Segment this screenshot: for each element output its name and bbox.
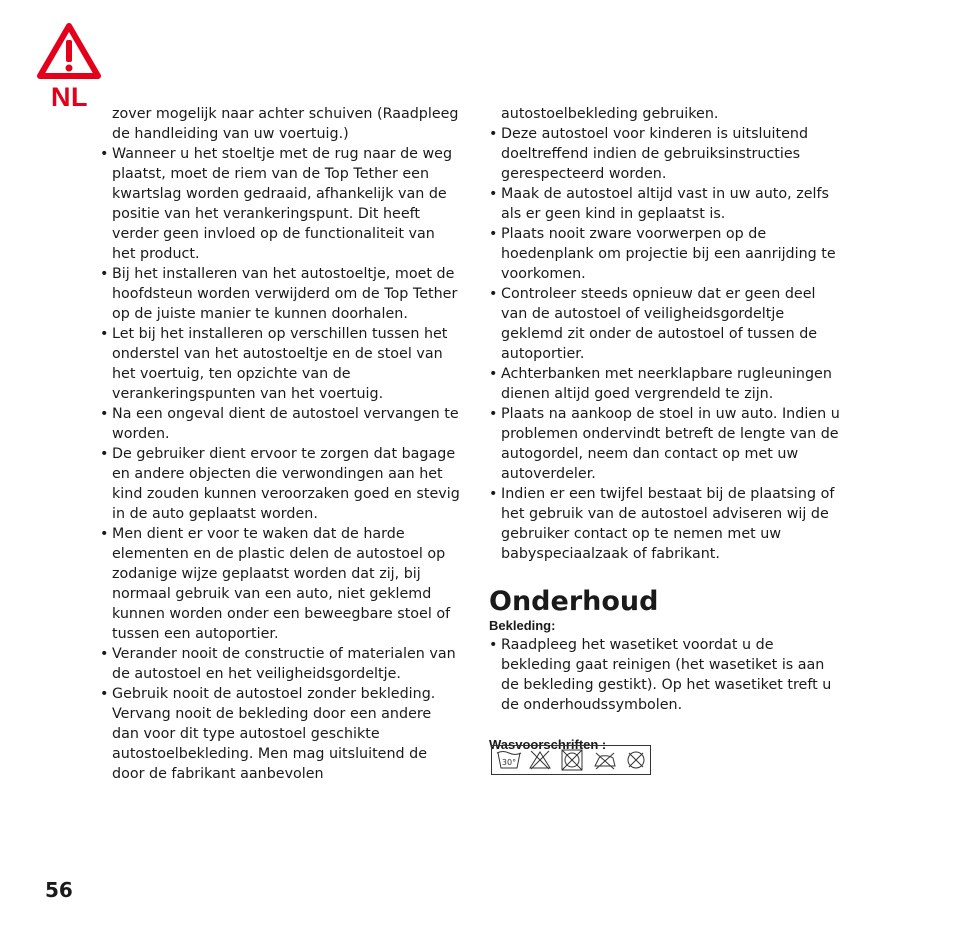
- list-item: • Plaats na aankoop de stoel in uw auto. Indien u problemen ondervindt betreft de lengte van de autogordel, neem dan contact op met uw autoverdeler.: [489, 404, 844, 484]
- no-tumble-dry-icon: [560, 749, 584, 771]
- list-item: • Achterbanken met neerklapbare rugleuningen dienen altijd goed vergrendeld te zijn.: [489, 364, 844, 404]
- list-item: • Wanneer u het stoeltje met de rug naar de weg plaatst, moet de riem van de Top Tether een kwartslag worden gedraaid, afhankelijk van de positie van het verankeringspunt. Dit heeft verder geen invloed op de functionaliteit van het product.: [100, 144, 460, 264]
- left-bullet-list: [100, 144, 460, 784]
- list-item: • Controleer steeds opnieuw dat er geen deel van de autostoel of veiligheidsgordeltje geklemd zit onder de autostoel of tussen de autoportier.: [489, 284, 844, 364]
- right-bullet-list: [489, 124, 844, 564]
- warning-triangle-icon: [36, 22, 102, 82]
- list-item: • Plaats nooit zware voorwerpen op de hoedenplank om projectie bij een aanrijding te voorkomen.: [489, 224, 844, 284]
- right-continuation: autostoelbekleding gebruiken.: [501, 106, 719, 122]
- care-symbols: [491, 745, 651, 775]
- left-column: [100, 104, 460, 784]
- list-item: • Maak de autostoel altijd vast in uw auto, zelfs als er geen kind in geplaatst is.: [489, 184, 844, 224]
- list-item: • Let bij het installeren op verschillen tussen het onderstel van het autostoeltje en de stoel van het voertuig, ten opzichte van de verankeringspunten van het voertuig.: [100, 324, 460, 404]
- section-heading: Onderhoud: [489, 586, 659, 617]
- no-dry-clean-icon: [624, 749, 648, 771]
- list-item: • De gebruiker dient ervoor te zorgen dat bagage en andere objecten die verwondingen aan het kind zouden kunnen veroorzaken goed en stevig in de auto geplaatst worden.: [100, 444, 460, 524]
- subheading-wasvoorschriften: Wasvoorschriften :: [489, 737, 607, 752]
- list-item: • Verander nooit de constructie of materialen van de autostoel en het veiligheidsgordeltje.: [100, 644, 460, 684]
- list-item: • Men dient er voor te waken dat de harde elementen en de plastic delen de autostoel op zodanige wijze geplaatst worden dat zij, bij normaal gebruik van een auto, niet geklemd kunnen worden onder een beweegbare stoel of tussen een autoportier.: [100, 524, 460, 644]
- list-item: • Gebruik nooit de autostoel zonder bekleding. Vervang nooit de bekleding door een andere dan voor dit type autostoel geschikte autostoelbekleding. Men mag uitsluitend de door de fabrikant aanbevolen: [100, 684, 460, 784]
- list-item: • Bij het installeren van het autostoeltje, moet de hoofdsteun worden verwijderd om de Top Tether op de juiste manier te kunnen doorhalen.: [100, 264, 460, 324]
- language-code: NL: [51, 82, 88, 112]
- list-item: • Deze autostoel voor kinderen is uitsluitend doeltreffend indien de gebruiksinstructies gerespecteerd worden.: [489, 124, 844, 184]
- wash-30-icon: [496, 749, 522, 771]
- page-number: 56: [45, 878, 73, 902]
- right-column: [489, 104, 844, 754]
- wash-temp-label: 30°: [501, 758, 517, 767]
- left-continuation: zover mogelijk naar achter schuiven (Raadpleeg de handleiding van uw voertuig.): [112, 106, 459, 142]
- no-bleach-icon: [528, 749, 552, 771]
- list-item: • Raadpleeg het wasetiket voordat u de bekleding gaat reinigen (het wasetiket is aan de bekleding gestikt). Op het wasetiket treft u de onderhoudssymbolen.: [489, 635, 844, 715]
- no-iron-icon: [592, 749, 618, 771]
- care-bullet-list: [489, 635, 844, 715]
- list-item: • Indien er een twijfel bestaat bij de plaatsing of het gebruik van de autostoel adviseren wij de gebruiker contact op te nemen met uw babyspeciaalzaak of fabrikant.: [489, 484, 844, 564]
- subheading-bekleding: Bekleding:: [489, 618, 556, 633]
- list-item: • Na een ongeval dient de autostoel vervangen te worden.: [100, 404, 460, 444]
